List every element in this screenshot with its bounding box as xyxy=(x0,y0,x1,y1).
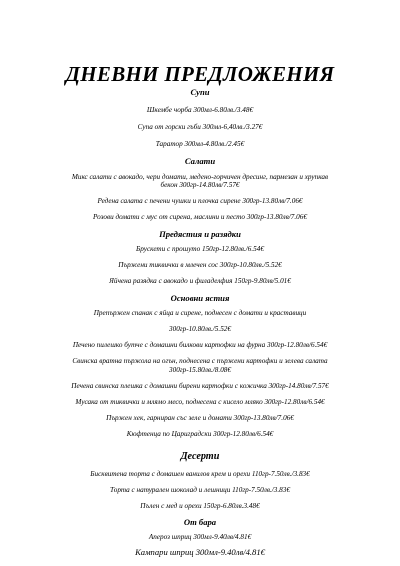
page-title: ДНЕВНИ ПРЕДЛОЖЕНИЯ xyxy=(65,62,335,86)
menu-item: Апероз шприц 300мл-9.40лв/4.81€ xyxy=(148,533,252,541)
menu-item: Пълен с мед и орехи 150гр-6.80лв.3.48€ xyxy=(140,502,260,510)
menu-item: Кюфтенца по Цариградски 300гр-12.80лв/6.54€ xyxy=(126,430,274,438)
menu-item: 300гр-10.80лв./5.52€ xyxy=(169,325,231,333)
menu-item: 300гр-15.80лв./8.08€ xyxy=(169,366,231,374)
menu-item: Торта с натурален шоколад и лешници 110гр-7.50лв./3.83€ xyxy=(110,486,290,494)
menu-item: Шкембе чорба 300мл-6.80лв./3.48€ xyxy=(146,106,254,114)
section-heading-desserts: Десерти xyxy=(180,451,220,462)
menu-item: Свинска вратна пържола на огън, поднесена с пържени картофки и зелева салата xyxy=(72,357,328,365)
menu-item: Редена салата с печени чушки и плочка сирене 300гр-13.80лв/7.06€ xyxy=(97,197,303,205)
section-heading-bar: От бара xyxy=(183,517,217,527)
menu-item: Печена свинска плешка с домашни бирени картофки с кожичка 300гр-14.80лв/7.57€ xyxy=(71,382,329,390)
menu-item: Препържен спанак с яйца и сирене, поднесен с домати и краставици xyxy=(93,309,307,317)
menu-item: бекон 300гр-14.80лв/7.57€ xyxy=(160,181,240,189)
menu-item: Кампари шприц 300мл-9.40лв/4.81€ xyxy=(135,547,265,557)
menu-item: Пържен хек, гарниран със зеле и домати 300гр-13.80лв/7.06€ xyxy=(106,414,294,422)
menu-item: Пържени тиквички в млечен сос 300гр-10.80лв./5.52€ xyxy=(118,261,282,269)
section-heading-salads: Салати xyxy=(184,156,216,166)
menu-item: Брускети с прошуто 150гр-12.80лв./6.54€ xyxy=(136,245,264,253)
menu-item: Розови домати с мус от сирена, маслини и песто 300гр-13.80лв/7.06€ xyxy=(93,213,307,221)
menu-item: Мусака от тиквички и млямо месо, поднесена с кисело мляко 300гр-12.80лв/6.54€ xyxy=(75,398,325,406)
menu-item: Супа от горски гъби 300мл-6,40лв./3.27€ xyxy=(137,123,263,131)
section-heading-mains: Основни ястия xyxy=(170,293,230,303)
section-heading-starters: Предястия и разядки xyxy=(159,229,241,239)
menu-item: Таратор 300мл-4.80лв./2.45€ xyxy=(155,140,245,148)
menu-item: Яйчена разядка с авокадо и филаделфия 150гр-9.80лв/5.01€ xyxy=(109,277,291,285)
section-heading-soups: Супи xyxy=(190,87,210,97)
menu-item: Печено пилешко бутче с домашни билкови картофки на фурна 300гр-12.80лв/6.54€ xyxy=(72,341,328,349)
menu-item: Микс салати с авокадо, чери домати, медено-горчичен дресинг, пармезан и хрупкав xyxy=(71,173,329,181)
menu-item: Бисквитена торта с домашен ванилов крем и орехи 110гр-7.50лв./3.83€ xyxy=(90,470,310,478)
